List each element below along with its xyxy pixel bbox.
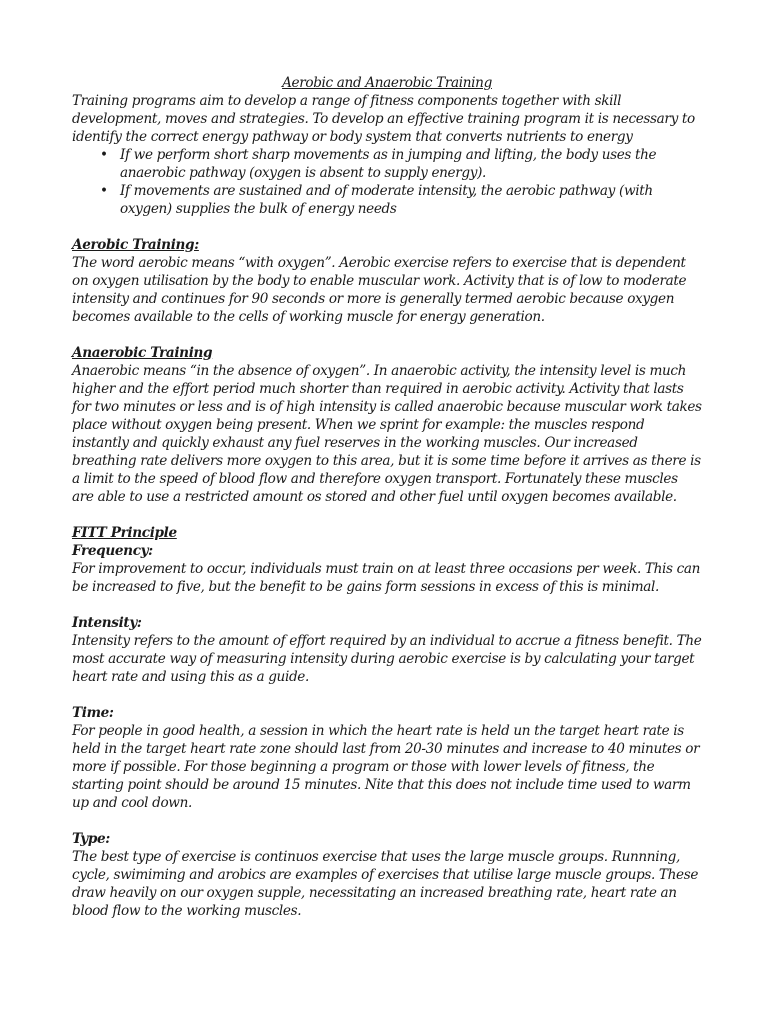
aerobic-heading: Aerobic Training:: [72, 237, 199, 253]
aerobic-paragraph: The word aerobic means “with oxygen”. Aerobic exercise refers to exercise that is dependent on oxygen utilisation by the body to enable muscular work. Activity that is of low to moderate intensity and continues for 90 seconds or more is generally termed aerobic because oxygen becomes available to the cells of working muscle for energy generation.: [72, 255, 687, 325]
bullet-icon: •: [100, 147, 108, 163]
spacer: [72, 218, 702, 236]
type-paragraph: The best type of exercise is continuos exercise that uses the large muscle groups. Runnning, cycle, swimiming and arobics are examples of exercises that utilise large muscle groups. These draw heavily on our oxygen supple, necessitating an increased breathing rate, heart rate an blood flow to the working muscles.: [72, 849, 699, 919]
intensity-paragraph: Intensity refers to the amount of effort required by an individual to accrue a fitness benefit. The most accurate way of measuring intensity during aerobic exercise is by calculating your target heart rate and using this as a guide.: [72, 633, 702, 685]
anaerobic-heading: Anaerobic Training: [72, 345, 213, 361]
spacer: [72, 326, 702, 344]
document-title: Aerobic and Anaerobic Training: [282, 75, 492, 91]
document-page: [72, 74, 702, 920]
intensity-heading: Intensity:: [72, 615, 142, 631]
time-heading: Time:: [72, 705, 114, 721]
spacer: [72, 596, 702, 614]
time-paragraph: For people in good health, a session in which the heart rate is held un the target heart rate is held in the target heart rate zone should last from 20-30 minutes and increase to 40 minutes or more if possible. For those beginning a program or those with lower levels of fitness, the starting point should be around 15 minutes. Nite that this does not include time used to warm up and cool down.: [72, 723, 700, 811]
spacer: [72, 686, 702, 704]
fitt-heading: FITT Principle: [72, 525, 177, 541]
energy-pathway-list: [72, 146, 702, 218]
list-item: [72, 182, 702, 218]
list-item-text: If we perform short sharp movements as in jumping and lifting, the body uses the anaerobic pathway (oxygen is absent to supply energy).: [120, 147, 657, 181]
anaerobic-paragraph: Anaerobic means “in the absence of oxygen”. In anaerobic activity, the intensity level is much higher and the effort period much shorter than required in aerobic activity. Activity that lasts for two minutes or less and is of high intensity is called anaerobic because muscular work takes place without oxygen being present. When we sprint for example: the muscles respond instantly and quickly exhaust any fuel reserves in the working muscles. Our increased breathing rate delivers more oxygen to this area, but it is some time before it arrives as there is a limit to the speed of blood flow and therefore oxygen transport. Fortunately these muscles are able to use a restricted amount os stored and other fuel until oxygen becomes available.: [72, 363, 702, 505]
spacer: [72, 812, 702, 830]
list-item-text: If movements are sustained and of moderate intensity, the aerobic pathway (with oxygen) supplies the bulk of energy needs: [120, 183, 653, 217]
intro-paragraph: Training programs aim to develop a range of fitness components together with skill development, moves and strategies. To develop an effective training program it is necessary to identify the correct energy pathway or body system that converts nutrients to energy: [72, 93, 695, 145]
frequency-paragraph: For improvement to occur, individuals must train on at least three occasions per week. This can be increased to five, but the benefit to be gains form sessions in excess of this is minimal.: [72, 561, 701, 595]
type-heading: Type:: [72, 831, 110, 847]
frequency-heading: Frequency:: [72, 543, 153, 559]
list-item: [72, 146, 702, 182]
spacer: [72, 506, 702, 524]
bullet-icon: •: [100, 183, 108, 199]
